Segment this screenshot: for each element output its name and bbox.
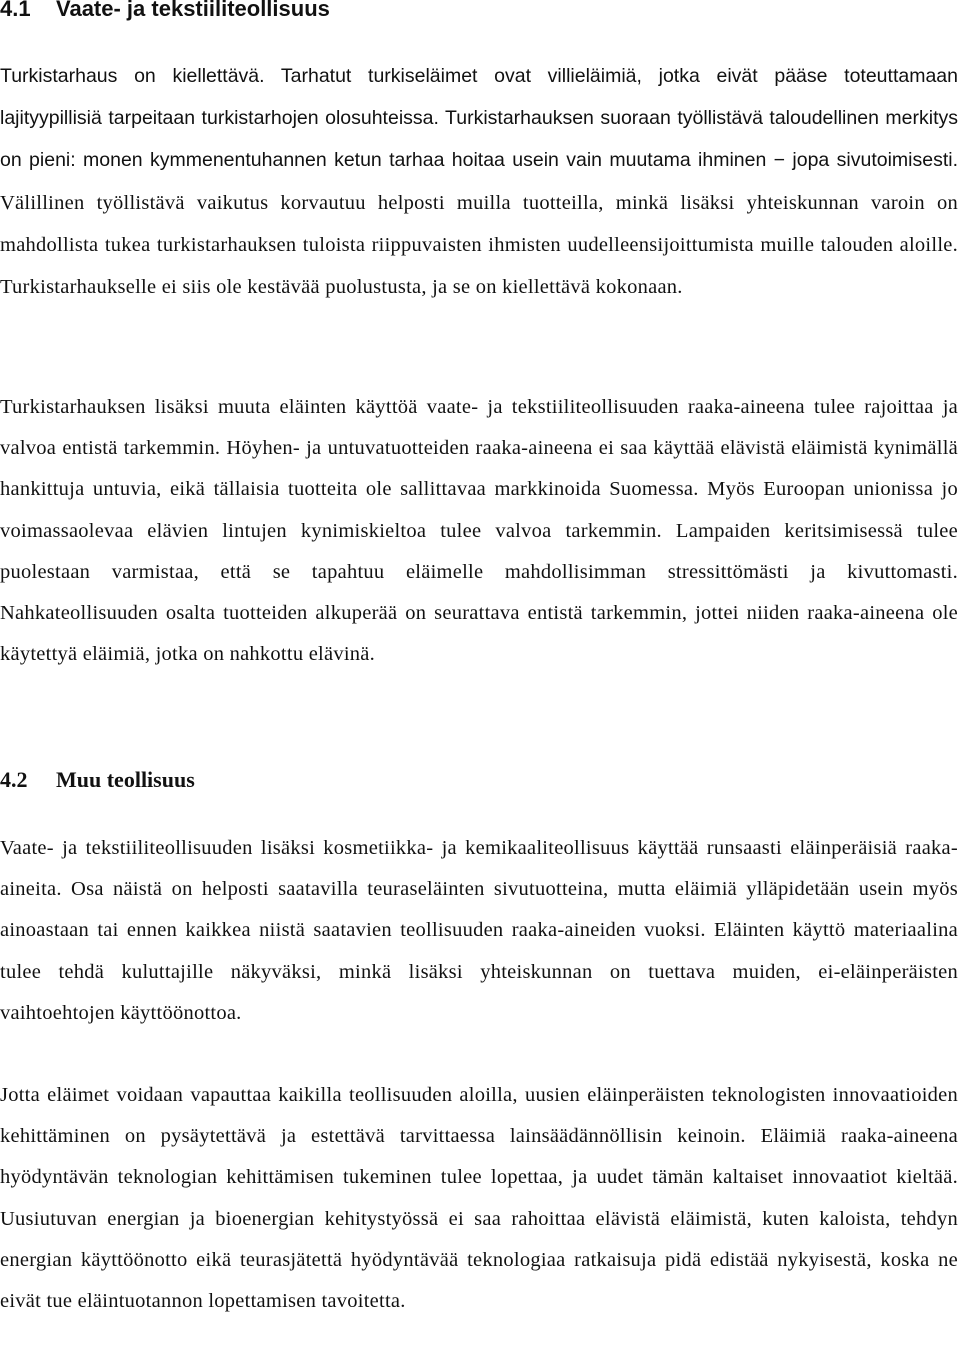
section-heading-4-2 bbox=[0, 768, 195, 792]
section-title: Vaate- ja tekstiiliteollisuus bbox=[56, 0, 330, 21]
paragraph-part-serif: Välillinen työllistävä vaikutus korvautuu helposti muilla tuotteilla, minkä lisäksi yhteiskunnan varoin on mahdollista tukea turkistarhauksen tuloista riippuvaisten ihmisten uudelleensijoittumista muille talouden aloille. Turkistarhaukselle ei siis ole kestävää puolustusta, ja se on kiellettävä kokonaan. bbox=[0, 191, 958, 299]
paragraph-teknologiat: Jotta eläimet voidaan vapauttaa kaikilla teollisuuden aloilla, uusien eläinperäisten teknologisten innovaatioiden kehittäminen on pysäytettävä ja estettävä tarvittaessa lainsäädännöllisin keinoin. Eläimiä raaka-aineena hyödyntävän teknologian kehittämisen tukeminen tulee lopettaa, ja uudet tämän kaltaiset innovaatiot kieltää. Uusiutuvan energian ja bioenergian kehitystyössä ei saa rahoittaa elävistä eläimistä, kuten kaloista, tehdyn energian käyttöönotto eikä teurasjätettä hyödyntävää teknologiaa ratkaisuja pidä edistää nykyisestä, koska ne eivät tue eläintuotannon lopettamisen tavoitetta. bbox=[0, 1084, 958, 1313]
paragraph-kosmetiikka: Vaate- ja tekstiiliteollisuuden lisäksi kosmetiikka- ja kemikaaliteollisuus käyttää runsaasti eläinperäisiä raaka-aineita. Osa näistä on helposti saatavilla teuraseläinten sivutuotteina, mutta eläimiä ylläpidetään usein myös ainoastaan tai ennen kaikkea niistä saatavien teollisuuden raaka-aineiden vuoksi. Eläinten käyttö materiaalina tulee tehdä kuluttajille näkyväksi, minkä lisäksi yhteiskunnan on tuettava muiden, ei-eläinperäisten vaihtoehtojen käyttöönottoa. bbox=[0, 837, 958, 1024]
section-title: Muu teollisuus bbox=[56, 767, 195, 792]
paragraph-turkistarhaus bbox=[0, 56, 958, 309]
section-number: 4.2 bbox=[0, 767, 28, 792]
paragraph-muu-elainten-kaytto: Turkistarhauksen lisäksi muuta eläinten käyttöä vaate- ja tekstiiliteollisuuden raaka-aineena tulee rajoittaa ja valvoa entistä tarkemmin. Höyhen- ja untuvatuotteiden raaka-aineena ei saa käyttää elävistä eläimistä kynimällä hankittuja untuvia, eikä tällaisia tuotteita ole sallittavaa markkinoida Suomessa. Myös Euroopan unionissa jo voimassaolevaa elävien lintujen kynimiskieltoa tulee valvoa tarkemmin. Lampaiden keritsimisessä tulee puolestaan varmistaa, että se tapahtuu eläimelle mahdollisimman stressittömästi ja kivuttomasti. Nahkateollisuuden osalta tuotteiden alkuperää on seurattava entistä tarkemmin, jottei niiden raaka-aineena ole käytettyä eläimiä, jotka on nahkottu elävinä. bbox=[0, 396, 958, 666]
section-number: 4.1 bbox=[0, 0, 31, 21]
section-heading-4-1 bbox=[0, 0, 330, 21]
paragraph-part-sans: Turkistarhaus on kiellettävä. Tarhatut turkiseläimet ovat villieläimiä, jotka eivät pääse toteuttamaan lajityypillisiä tarpeitaan turkistarhojen olosuhteissa. Turkistarhauksen suoraan työllistävä taloudellinen merkitys on pieni: monen kymmenentuhannen ketun tarhaa hoitaa usein vain muutama ihminen − jopa sivutoimisesti. bbox=[0, 65, 958, 172]
